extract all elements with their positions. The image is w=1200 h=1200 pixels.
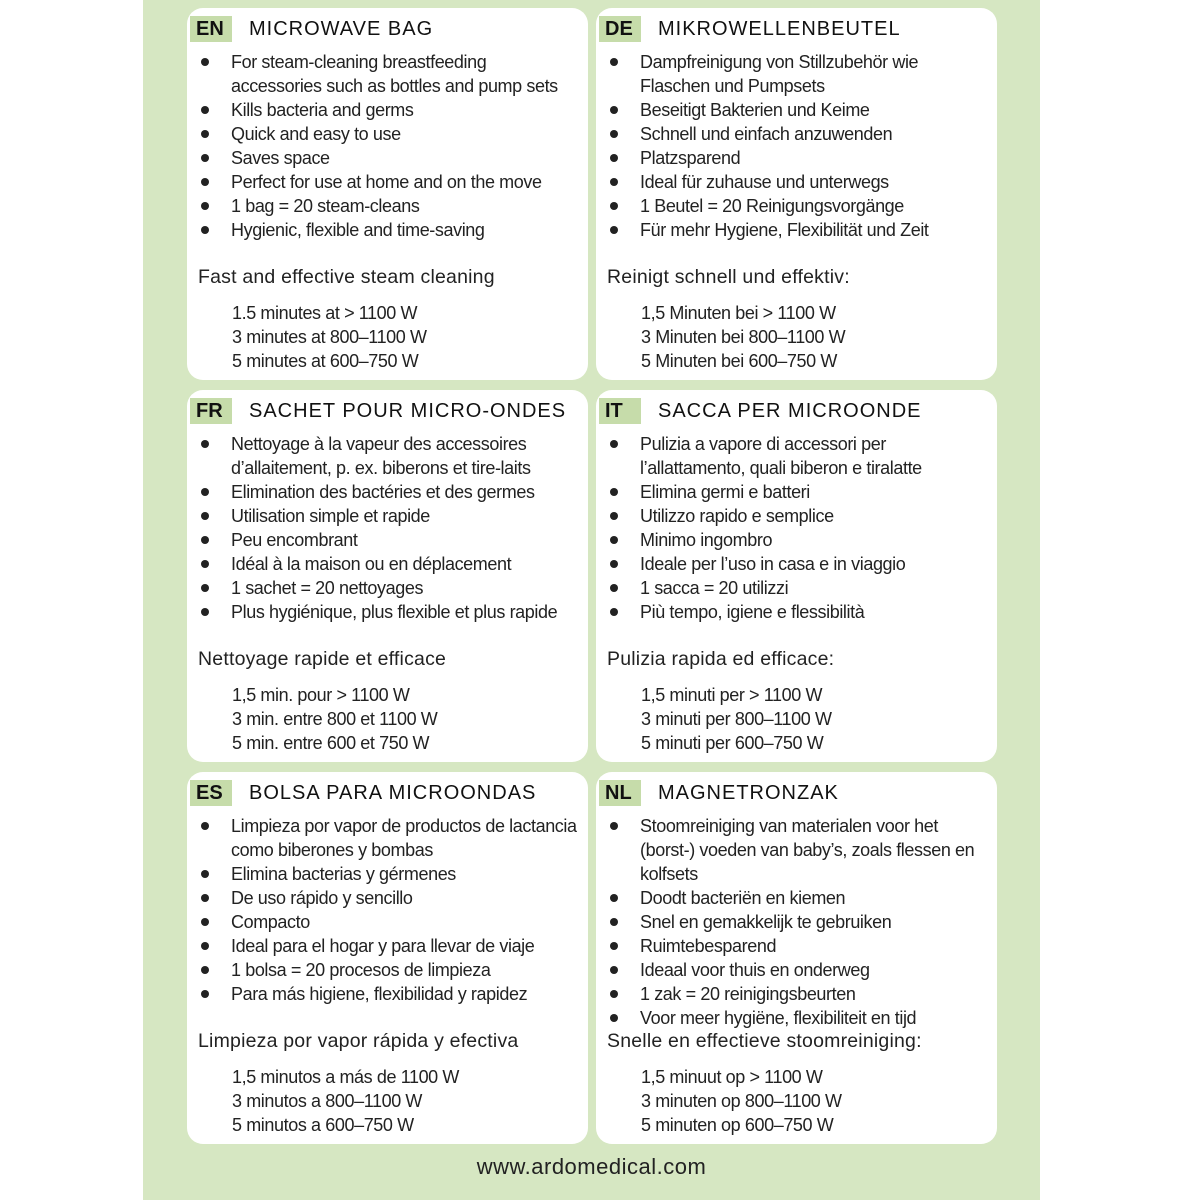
list-item-text: Ideaal voor thuis en onderweg [640, 960, 870, 980]
list-item [187, 432, 577, 480]
list-item-text: Limpieza por vapor de productos de lactancia como biberones y bombas [231, 816, 577, 860]
bullet-icon [610, 608, 618, 616]
feature-list [187, 814, 577, 1006]
list-item-text: Perfect for use at home and on the move [231, 172, 542, 192]
list-item-text: Schnell und einfach anzuwenden [640, 124, 893, 144]
bullet-icon [201, 440, 209, 448]
section-title: SACCA PER MICROONDE [658, 400, 922, 422]
list-item-text: Stoomreiniging van materialen voor het (borst-) voeden van baby’s, zoals flessen en kolfsets [640, 816, 975, 884]
list-item-text: Kills bacteria and germs [231, 100, 414, 120]
list-item [187, 814, 577, 862]
section-title: BOLSA PARA MICROONDAS [249, 782, 537, 804]
list-item [596, 982, 986, 1006]
cleaning-time: 3 min. entre 800 et 1100 W [232, 709, 438, 729]
cleaning-time: 5 minuten op 600–750 W [641, 1115, 834, 1135]
list-item-text: Più tempo, igiene e flessibilità [640, 602, 865, 622]
list-item-text: 1 bolsa = 20 procesos de limpieza [231, 960, 491, 980]
feature-list [187, 432, 577, 624]
bullet-icon [610, 202, 618, 210]
list-item-text: Ideale per l’uso in casa e in viaggio [640, 554, 906, 574]
list-item-text: Ruimtebesparend [640, 936, 777, 956]
list-item [596, 958, 986, 982]
section-title: MAGNETRONZAK [658, 782, 839, 804]
cleaning-times [641, 301, 845, 373]
cleaning-time: 5 Minuten bei 600–750 W [641, 351, 837, 371]
list-item [187, 50, 577, 98]
list-item [596, 98, 986, 122]
list-item [187, 934, 577, 958]
list-item-text: Voor meer hygiëne, flexibiliteit en tijd [640, 1008, 917, 1028]
cleaning-time: 3 minuten op 800–1100 W [641, 1091, 842, 1111]
list-item [596, 432, 986, 480]
bullet-icon [201, 942, 209, 950]
list-item [187, 146, 577, 170]
list-item [596, 600, 986, 624]
section-subheading: Pulizia rapida ed efficace: [607, 648, 835, 670]
bullet-icon [201, 226, 209, 234]
list-item-text: Beseitigt Bakterien und Keime [640, 100, 870, 120]
list-item-text: Plus hygiénique, plus flexible et plus rapide [231, 602, 558, 622]
language-code-badge: DE [599, 16, 641, 42]
list-item-text: Elimina bacterias y gérmenes [231, 864, 456, 884]
bullet-icon [201, 178, 209, 186]
list-item-text: Dampfreinigung von Stillzubehör wie Flaschen und Pumpsets [640, 52, 919, 96]
cleaning-times [641, 1065, 842, 1137]
list-item-text: Ideal für zuhause und unterwegs [640, 172, 889, 192]
bullet-icon [201, 512, 209, 520]
list-item-text: Peu encombrant [231, 530, 358, 550]
bullet-icon [610, 918, 618, 926]
list-item-text: Elimination des bactéries et des germes [231, 482, 535, 502]
section-title: MIKROWELLENBEUTEL [658, 18, 901, 40]
bullet-icon [201, 870, 209, 878]
language-section-nl [596, 772, 997, 1144]
list-item-text: Minimo ingombro [640, 530, 773, 550]
section-subheading: Nettoyage rapide et efficace [198, 648, 447, 670]
list-item [596, 910, 986, 934]
list-item-text: Utilizzo rapido e semplice [640, 506, 834, 526]
bullet-icon [201, 918, 209, 926]
section-subheading: Limpieza por vapor rápida y efectiva [198, 1030, 519, 1052]
list-item-text: Compacto [231, 912, 310, 932]
list-item-text: Nettoyage à la vapeur des accessoires d’allaitement, p. ex. biberons et tire-laits [231, 434, 531, 478]
bullet-icon [610, 106, 618, 114]
list-item-text: Platzsparend [640, 148, 741, 168]
list-item-text: 1 sacca = 20 utilizzi [640, 578, 789, 598]
list-item [596, 480, 986, 504]
bullet-icon [610, 154, 618, 162]
cleaning-times [232, 301, 427, 373]
list-item [187, 552, 577, 576]
bullet-icon [201, 990, 209, 998]
bullet-icon [201, 154, 209, 162]
cleaning-time: 5 minutos a 600–750 W [232, 1115, 414, 1135]
list-item [187, 122, 577, 146]
list-item-text: Para más higiene, flexibilidad y rapidez [231, 984, 528, 1004]
bullet-icon [610, 130, 618, 138]
list-item-text: Utilisation simple et rapide [231, 506, 430, 526]
list-item [596, 218, 986, 242]
bullet-icon [610, 1014, 618, 1022]
cleaning-time: 5 minutes at 600–750 W [232, 351, 419, 371]
bullet-icon [610, 966, 618, 974]
cleaning-time: 1,5 minutos a más de 1100 W [232, 1067, 459, 1087]
list-item-text: Doodt bacteriën en kiemen [640, 888, 846, 908]
bullet-icon [201, 966, 209, 974]
language-code-badge: EN [190, 16, 232, 42]
list-item [596, 886, 986, 910]
list-item [596, 552, 986, 576]
section-subheading: Fast and effective steam cleaning [198, 266, 495, 288]
feature-list [596, 432, 986, 624]
bullet-icon [610, 178, 618, 186]
cleaning-time: 3 Minuten bei 800–1100 W [641, 327, 846, 347]
cleaning-time: 1.5 minutes at > 1100 W [232, 303, 418, 323]
list-item-text: Pulizia a vapore di accessori per l’allattamento, quali biberon e tiralatte [640, 434, 922, 478]
cleaning-time: 3 minutes at 800–1100 W [232, 327, 427, 347]
list-item [187, 218, 577, 242]
list-item-text: De uso rápido y sencillo [231, 888, 413, 908]
bullet-icon [610, 440, 618, 448]
bullet-icon [201, 560, 209, 568]
bullet-icon [610, 58, 618, 66]
list-item-text: Elimina germi e batteri [640, 482, 810, 502]
language-section-es [187, 772, 588, 1144]
list-item [187, 600, 577, 624]
list-item [187, 886, 577, 910]
bullet-icon [610, 536, 618, 544]
cleaning-time: 1,5 minuti per > 1100 W [641, 685, 823, 705]
list-item [596, 50, 986, 98]
list-item [187, 982, 577, 1006]
list-item [596, 146, 986, 170]
bullet-icon [201, 584, 209, 592]
cleaning-time: 1,5 min. pour > 1100 W [232, 685, 410, 705]
language-code-badge: IT [599, 398, 641, 424]
list-item-text: Hygienic, flexible and time-saving [231, 220, 485, 240]
cleaning-times [232, 1065, 459, 1137]
cleaning-time: 1,5 minuut op > 1100 W [641, 1067, 823, 1087]
list-item-text: 1 sachet = 20 nettoyages [231, 578, 424, 598]
section-subheading: Reinigt schnell und effektiv: [607, 266, 850, 288]
list-item [596, 1006, 986, 1030]
list-item-text: Ideal para el hogar y para llevar de viaje [231, 936, 535, 956]
list-item [187, 576, 577, 600]
bullet-icon [201, 488, 209, 496]
cleaning-time: 1,5 Minuten bei > 1100 W [641, 303, 836, 323]
list-item-text: Saves space [231, 148, 330, 168]
language-section-de [596, 8, 997, 380]
feature-list [596, 814, 986, 1030]
bullet-icon [201, 536, 209, 544]
bullet-icon [610, 584, 618, 592]
list-item [596, 170, 986, 194]
cleaning-time: 3 minuti per 800–1100 W [641, 709, 832, 729]
language-code-badge: FR [190, 398, 232, 424]
cleaning-times [232, 683, 437, 755]
bullet-icon [201, 608, 209, 616]
bullet-icon [201, 894, 209, 902]
list-item [596, 576, 986, 600]
list-item-text: Quick and easy to use [231, 124, 401, 144]
bullet-icon [610, 226, 618, 234]
bullet-icon [201, 106, 209, 114]
bullet-icon [610, 894, 618, 902]
language-section-it [596, 390, 997, 762]
list-item-text: Idéal à la maison ou en déplacement [231, 554, 512, 574]
bullet-icon [610, 512, 618, 520]
language-section-en [187, 8, 588, 380]
bullet-icon [610, 560, 618, 568]
bullet-icon [610, 822, 618, 830]
cleaning-time: 3 minutos a 800–1100 W [232, 1091, 422, 1111]
list-item-text: 1 bag = 20 steam-cleans [231, 196, 420, 216]
language-code-badge: NL [599, 780, 641, 806]
list-item [187, 528, 577, 552]
list-item-text: 1 zak = 20 reinigingsbeurten [640, 984, 856, 1004]
bullet-icon [610, 990, 618, 998]
cleaning-times [641, 683, 832, 755]
bullet-icon [201, 202, 209, 210]
list-item-text: For steam-cleaning breastfeeding accessories such as bottles and pump sets [231, 52, 558, 96]
bullet-icon [610, 942, 618, 950]
list-item [596, 934, 986, 958]
section-subheading: Snelle en effectieve stoomreiniging: [607, 1030, 922, 1052]
cleaning-time: 5 minuti per 600–750 W [641, 733, 824, 753]
section-title: MICROWAVE BAG [249, 18, 434, 40]
list-item [187, 504, 577, 528]
bullet-icon [201, 822, 209, 830]
list-item [187, 98, 577, 122]
list-item [187, 480, 577, 504]
list-item [596, 504, 986, 528]
list-item [596, 122, 986, 146]
list-item-text: Für mehr Hygiene, Flexibilität und Zeit [640, 220, 929, 240]
list-item-text: 1 Beutel = 20 Reinigungsvorgänge [640, 196, 904, 216]
list-item [187, 862, 577, 886]
section-title: SACHET POUR MICRO-ONDES [249, 400, 567, 422]
bullet-icon [610, 488, 618, 496]
list-item [187, 194, 577, 218]
list-item [596, 814, 986, 886]
language-code-badge: ES [190, 780, 232, 806]
list-item [187, 910, 577, 934]
website-url: www.ardomedical.com [476, 1154, 707, 1179]
cleaning-time: 5 min. entre 600 et 750 W [232, 733, 430, 753]
list-item [596, 194, 986, 218]
bullet-icon [201, 58, 209, 66]
language-section-fr [187, 390, 588, 762]
list-item [187, 958, 577, 982]
feature-list [596, 50, 986, 242]
list-item [187, 170, 577, 194]
list-item [596, 528, 986, 552]
bullet-icon [201, 130, 209, 138]
feature-list [187, 50, 577, 242]
list-item-text: Snel en gemakkelijk te gebruiken [640, 912, 892, 932]
